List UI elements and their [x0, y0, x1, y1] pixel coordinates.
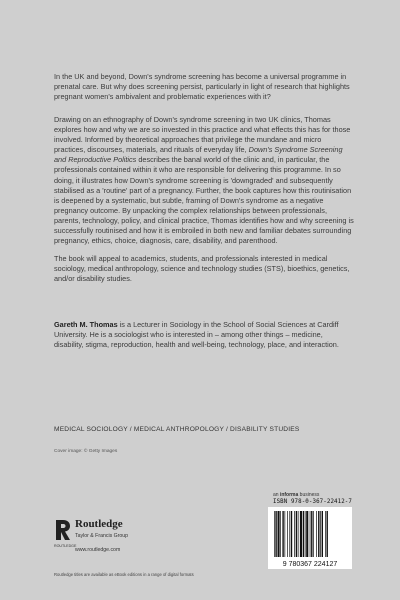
publisher-website[interactable]: www.routledge.com: [75, 547, 121, 553]
routledge-logo-icon: [54, 518, 72, 542]
barcode-number: 9 780367 224127: [282, 561, 338, 568]
ebook-note: Routledge titles are available as eBook editions in a range of digital formats: [54, 572, 194, 577]
isbn-text: ISBN 978-0-367-22412-7: [273, 499, 352, 505]
subject-categories: MEDICAL SOCIOLOGY / MEDICAL ANTHROPOLOGY / DISABILITY STUDIES: [54, 426, 300, 433]
barcode: [268, 507, 352, 569]
blurb-paragraph-2-rest: describes the banal world of the clinic and, in particular, the professionals contained within it who are responsible for delivering this programme. In so doing, it illustrates how Down's syndrome screening is 'downgraded' and subsequently stabilised as a 'routine' part of a pregnancy. Further, the book captures how this routinisation is deepened by a systematic, but subtle, framing of Down's syndrome as a negative pregnancy outcome. By unpacking the complex relationships between professionals, parents, technology, policy, and clinical practice, Thomas identifies how and why screening is successfully routinised and how it is embroiled in both new and familiar debates surrounding pregnancy, ethics, choice, diagnosis, care, disability, and parenthood.: [54, 155, 354, 246]
blurb-paragraph-1: In the UK and beyond, Down's syndrome screening has become a universal programme in prenatal care. But why does screening persist, particularly in light of research that highlights pregnant women's ambivalent and problematic experiences with it?: [54, 72, 350, 102]
barcode-graphic: [268, 507, 352, 569]
blurb-paragraph-2: [54, 115, 354, 246]
book-title: Down's Syndrome Screening and Reproductive Politics: [54, 145, 343, 165]
publisher-group: Taylor & Francis Group: [75, 533, 129, 539]
informa-suffix: business: [298, 492, 320, 498]
publisher-imprint: ROUTLEDGE: [54, 544, 77, 548]
blurb-paragraph-2-start: Drawing on an ethnography of Down's syndrome screening in two UK clinics, Thomas explores how and why we are so invested in this practice and what effects this has for those involved. Informed by theoretical approaches that privilege the mundane and micro practices, discourses, materials, and rituals of everyday life,: [54, 115, 351, 155]
informa-brand: informa: [279, 492, 299, 498]
author-bio: is a Lecturer in Sociology in the School of Social Sciences at Cardiff University. He is a sociologist who is interested in – among other things – medicine, disability, stigma, reproduction, health and well-being, technology, place, and interaction.: [54, 320, 339, 350]
audience-paragraph: The book will appeal to academics, students, and professionals interested in medical sociology, medical anthropology, science and technology studies (STS), bioethics, genetics, and/or disability studies.: [54, 254, 350, 284]
author-name: Gareth M. Thomas: [54, 320, 118, 329]
author-paragraph: [54, 320, 354, 350]
informa-prefix: an: [273, 492, 280, 498]
publisher-name: Routledge: [75, 518, 123, 530]
informa-tagline: [273, 492, 319, 498]
cover-image-credit: Cover image: © Getty Images: [54, 449, 118, 454]
barcode-bars: [274, 511, 328, 557]
